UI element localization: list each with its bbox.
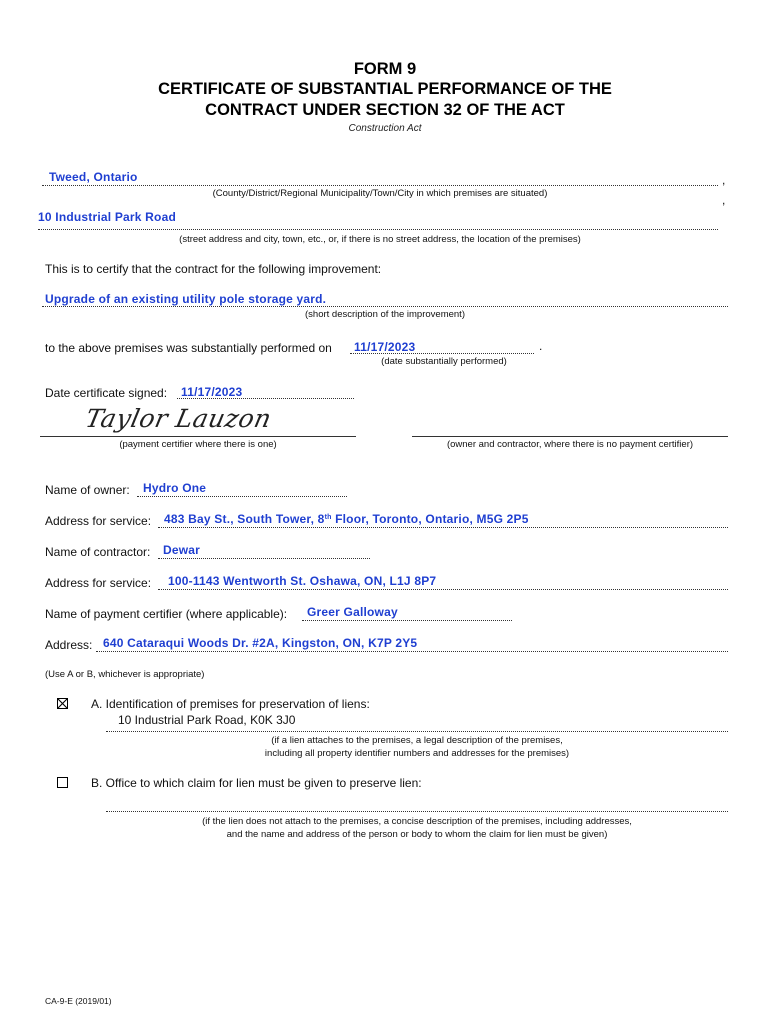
option-a-label: A. Identification of premises for preservation of liens: [91,697,370,711]
signed-date-line [177,398,354,399]
payment-certifier-signature: Taylor Lauzon [82,404,275,433]
contractor-name-field[interactable]: Dewar [163,543,201,557]
option-a-caption-2: including all property identifier numbers and addresses for the premises) [264,748,570,759]
form-number: FORM 9 [353,60,417,78]
payment-certifier-caption: (payment certifier where there is one) [119,439,277,450]
option-a-line [106,731,728,732]
contractor-label: Name of contractor: [45,545,151,559]
option-a-checkbox[interactable] [57,698,68,709]
owner-address-line [158,527,728,528]
contractor-address-label: Address for service: [45,576,152,590]
owner-name-field[interactable]: Hydro One [143,481,207,495]
improvement-description-line [42,306,728,307]
certify-intro: This is to certify that the contract for the following improvement: [45,262,382,276]
owner-name-line [137,496,347,497]
contractor-address-line [158,589,728,590]
improvement-description-caption: (short description of the improvement) [305,309,465,320]
form-title-line2: CONTRACT UNDER SECTION 32 OF THE ACT [205,101,565,119]
options-instruction: (Use A or B, whichever is appropriate) [45,669,205,680]
signed-date-field[interactable]: 11/17/2023 [181,385,243,399]
certifier-address-line [96,651,728,652]
option-b-line[interactable] [106,811,728,812]
certifier-label: Name of payment certifier (where applicable): [45,607,288,621]
certifier-name-line [302,620,512,621]
contractor-address-field[interactable]: 100-1143 Wentworth St. Oshawa, ON, L1J 8P7 [168,574,437,588]
certifier-name-field[interactable]: Greer Galloway [307,605,398,619]
municipality-field[interactable]: Tweed, Ontario [49,170,138,184]
option-b-checkbox[interactable] [57,777,68,788]
municipality-line [42,185,718,186]
improvement-description-field[interactable]: Upgrade of an existing utility pole storage yard. [45,292,327,306]
performance-date-field[interactable]: 11/17/2023 [354,340,416,354]
owner-contractor-caption: (owner and contractor, where there is no payment certifier) [446,439,694,450]
form-title-line1: CERTIFICATE OF SUBSTANTIAL PERFORMANCE OF THE [158,80,612,98]
option-b-caption-1: (if the lien does not attach to the premises, a concise description of the premises, including addresses, [202,816,632,827]
check-x-icon [58,699,67,708]
street-address-field[interactable]: 10 Industrial Park Road [38,210,176,224]
owner-label: Name of owner: [45,483,130,497]
street-address-caption: (street address and city, town, etc., or, if there is no street address, the location of the premises) [179,234,581,245]
owner-address-field[interactable] [164,512,529,526]
option-a-caption-1: (if a lien attaches to the premises, a legal description of the premises, [271,735,563,746]
street-address-line [38,229,718,230]
municipality-caption: (County/District/Regional Municipality/Town/City in which premises are situated) [212,188,548,199]
performance-date-caption: (date substantially performed) [381,356,507,367]
option-a-premises-field[interactable]: 10 Industrial Park Road, K0K 3J0 [118,713,296,727]
signed-date-label: Date certificate signed: [45,386,168,400]
owner-address-label: Address for service: [45,514,152,528]
payment-certifier-signature-line [40,436,356,437]
certifier-address-field[interactable]: 640 Cataraqui Woods Dr. #2A, Kingston, ON, K7P 2Y5 [103,636,418,650]
performance-period: . [539,339,543,353]
certifier-address-label: Address: [45,638,93,652]
owner-contractor-signature-line[interactable] [412,436,728,437]
performance-date-line [350,353,534,354]
statute-name: Construction Act [348,123,422,134]
comma-1: , [722,173,726,187]
option-b-label: B. Office to which claim for lien must be given to preserve lien: [91,776,422,790]
owner-address-sup: th [324,514,332,521]
option-b-caption-2: and the name and address of the person or body to whom the claim for lien must be given) [226,829,608,840]
performance-label: to the above premises was substantially performed on [45,341,332,355]
owner-address-pre: 483 Bay St., South Tower, 8 [164,512,325,526]
form-code: CA-9-E (2019/01) [45,996,112,1006]
comma-2: , [722,193,726,207]
owner-address-post: Floor, Toronto, Ontario, M5G 2P5 [331,512,529,526]
contractor-name-line [158,558,370,559]
